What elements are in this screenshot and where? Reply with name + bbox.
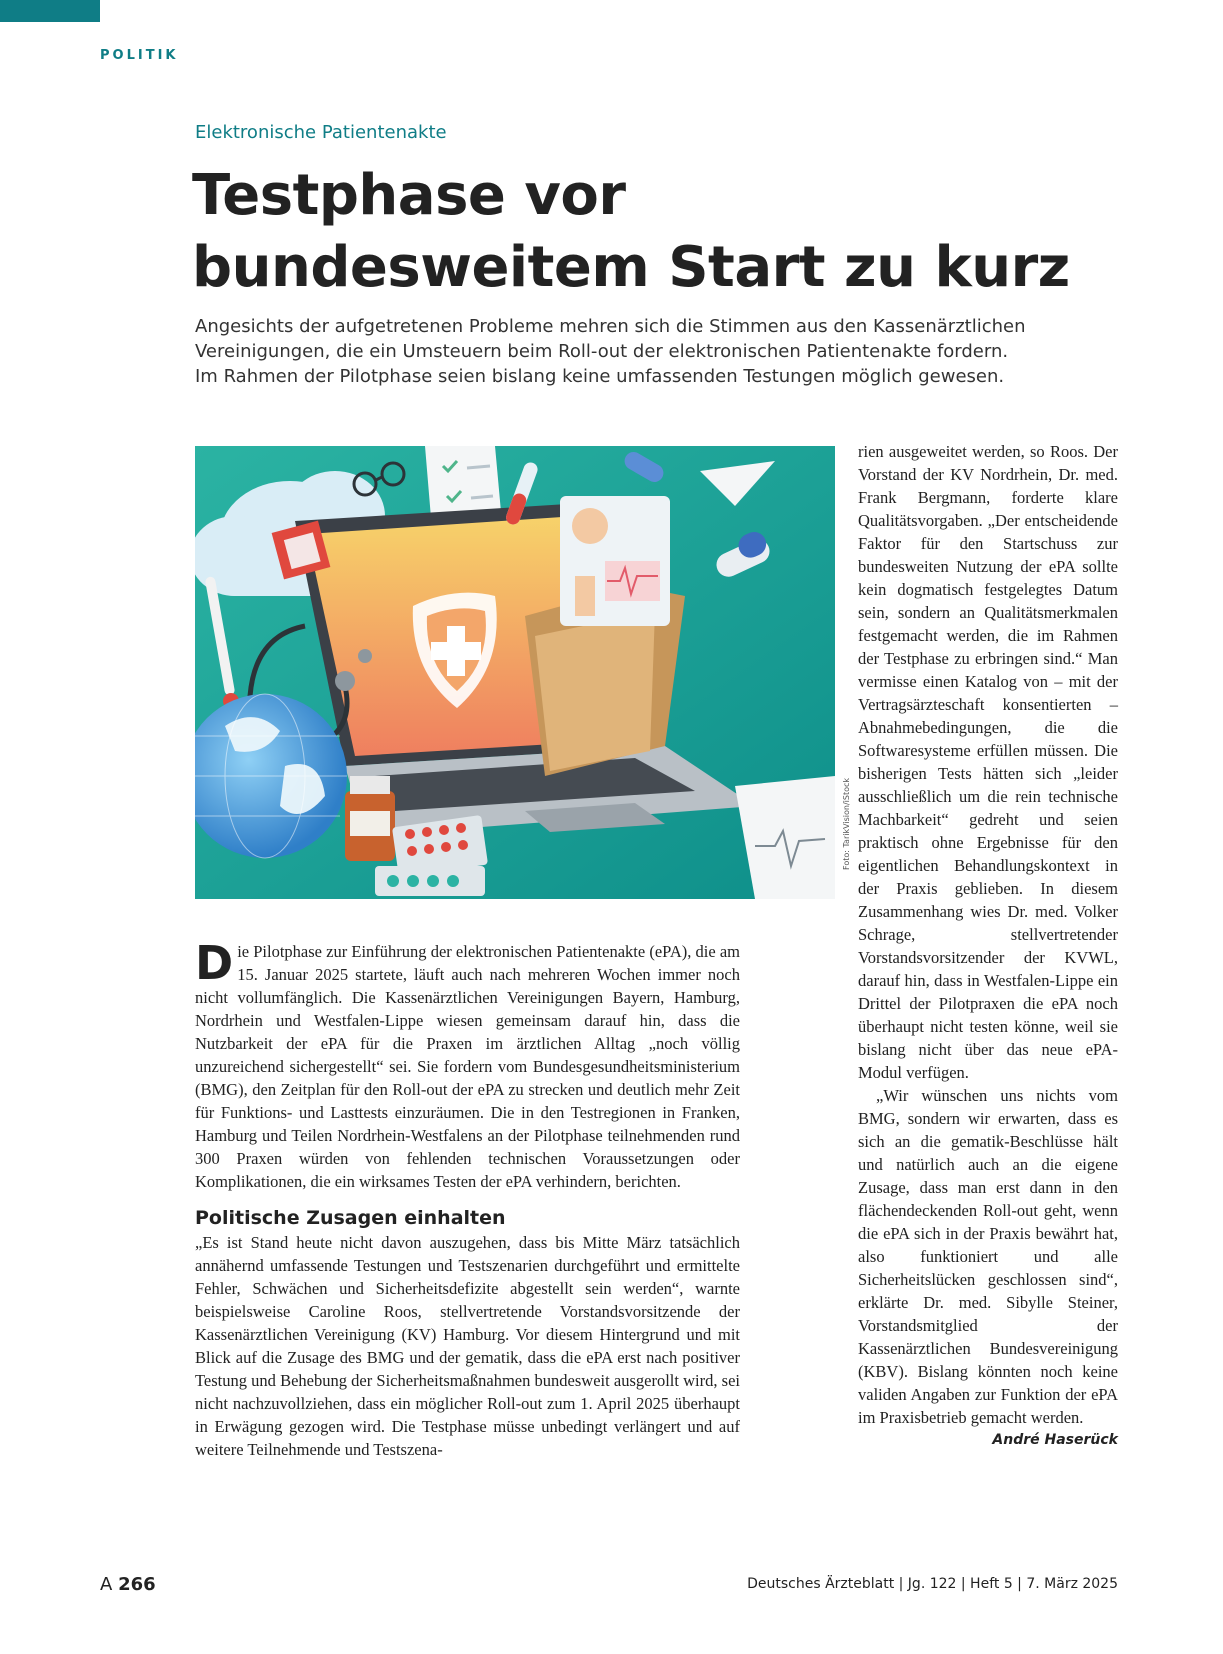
article-paragraph [195, 936, 740, 1193]
article-paragraph [858, 1084, 1118, 1448]
lead-line: Vereinigungen, die ein Umsteuern beim Roll-out der elektronischen Patientenakte fordern. [195, 341, 1009, 362]
article-lead [195, 314, 1026, 389]
lead-line: Angesichts der aufgetretenen Probleme mehren sich die Stimmen aus den Kassenärztlichen [195, 316, 1026, 337]
headline-line: Testphase vor [192, 163, 626, 228]
section-subheading: Politische Zusagen einhalten [195, 1207, 506, 1229]
article-illustration [195, 446, 835, 899]
article-body-right-column [858, 440, 1118, 1452]
article-headline [192, 160, 1192, 304]
section-color-bar [0, 0, 100, 22]
page-prefix: A [100, 1574, 113, 1595]
author-name: André Haserück [992, 1432, 1118, 1448]
paragraph-text: „Wir wünschen uns nichts vom BMG, sondern wir erwarten, dass es sich an die gematik-Beschlüsse hält und natürlich auch an die eigene Zusage, dass man erst dann in den flächendeckenden Roll-out geht, wenn die ePA sich in der Praxis bewährt hat, also funktioniert und alle Sicherheitslücken geschlossen sind“, erklärte Dr. med. Sibylle Steiner, Vorstandsmitglied der Kassenärztlichen Bundesvereinigung (KBV). Bislang könnten noch keine validen Angaben zur Funktion der ePA im Praxisbetrieb gemacht werden. [858, 1086, 1118, 1427]
photo-credit: Foto: TarikVision/iStock [842, 777, 851, 870]
article-body-left-column [195, 936, 740, 1461]
headline-line: bundesweitem Start zu kurz [192, 235, 1070, 300]
page-number-value: 266 [118, 1574, 156, 1595]
lead-line: Im Rahmen der Pilotphase seien bislang keine umfassenden Testungen möglich gewesen. [195, 366, 1005, 387]
article-paragraph: „Es ist Stand heute nicht davon auszugehen, dass bis Mitte März tatsächlich annähernd umfassende Testungen und Testszenarien durchgeführt und ermittelte Fehler, Schwächen und Sicherheitsdefizite abgestellt sein werden“, warnte beispielsweise Caroline Roos, stellvertretende Vorstandsvorsitzende der Kassenärztlichen Vereinigung (KV) Hamburg. Vor diesem Hintergrund und mit Blick auf die Zusage des BMG und der gematik, dass die ePA erst nach positiver Testung und Behebung der Sicherheitsmaßnahmen bundesweit ausgerollt wird, sei nicht nachzuvollziehen, dass ein möglicher Roll-out zum 1. April 2025 überhaupt in Erwägung gezogen wird. Die Testphase müsse unbedingt verlängert und auf weitere Teilnehmende und Testszena- [195, 1233, 740, 1459]
paragraph-text: ie Pilotphase zur Einführung der elektronischen Patientenakte (ePA), die am 15. Januar 2025 startete, läuft auch nach mehreren Wochen immer noch nicht vollumfänglich. Die Kassenärztlichen Vereinigungen Bayern, Hamburg, Nordrhein und Westfalen-Lippe wiesen gemeinsam darauf hin, dass die Nutzbarkeit der ePA für die Praxen im ärztlichen Alltag „noch völlig unzureichend sichergestellt“ sei. Sie fordern vom Bundesgesundheitsministerium (BMG), den Zeitplan für den Roll-out der ePA zu strecken und deutlich mehr Zeit für Funktions- und Lasttests einzuräumen. Die in den Testregionen in Franken, Hamburg und Teilen Nordrhein-Westfalens an der Pilotphase teilnehmenden rund 300 Praxen würden von fehlenden technischen Voraussetzungen oder Komplikationen, die ein wirksames Testen der ePA verhindern, berichten. [195, 942, 740, 1191]
publication-citation: Deutsches Ärzteblatt | Jg. 122 | Heft 5 | 7. März 2025 [747, 1576, 1118, 1592]
page-number [100, 1574, 156, 1595]
article-kicker: Elektronische Patientenakte [195, 122, 447, 143]
laptop-health-illustration [195, 446, 835, 899]
section-label: POLITIK [100, 48, 179, 63]
drop-cap: D [195, 936, 234, 990]
article-paragraph: rien ausgeweitet werden, so Roos. Der Vorstand der KV Nordrhein, Dr. med. Frank Bergmann, forderte klare Qualitätsvorgaben. „Der entscheidende Faktor für den Startschuss zur bundesweiten Nutzung der ePA sollte kein dogmatisch festgelegtes Datum sein, sondern an Qualitätsmerkmalen festgemacht werden, die im Rahmen der Testphase zu erbringen sind.“ Man vermisse einen Katalog von – mit der Vertragsärzteschaft konsentierten – Abnahmebedingungen, die die Softwaresysteme erfüllen müssen. Die bisherigen Tests hätten sich „leider ausschließlich um die rein technische Machbarkeit“ gedreht und seien praktisch ohne Ergebnisse für den eigentlichen Behandlungskontext in der Praxis geblieben. In diesem Zusammenhang wies Dr. med. Volker Schrage, stellvertretender Vorstandsvorsitzender der KVWL, darauf hin, dass in Westfalen-Lippe ein Drittel der Pilotpraxen die ePA noch überhaupt nicht testen könne, weil sie bislang nicht über das neue ePA-Modul verfügen. [858, 442, 1118, 1082]
